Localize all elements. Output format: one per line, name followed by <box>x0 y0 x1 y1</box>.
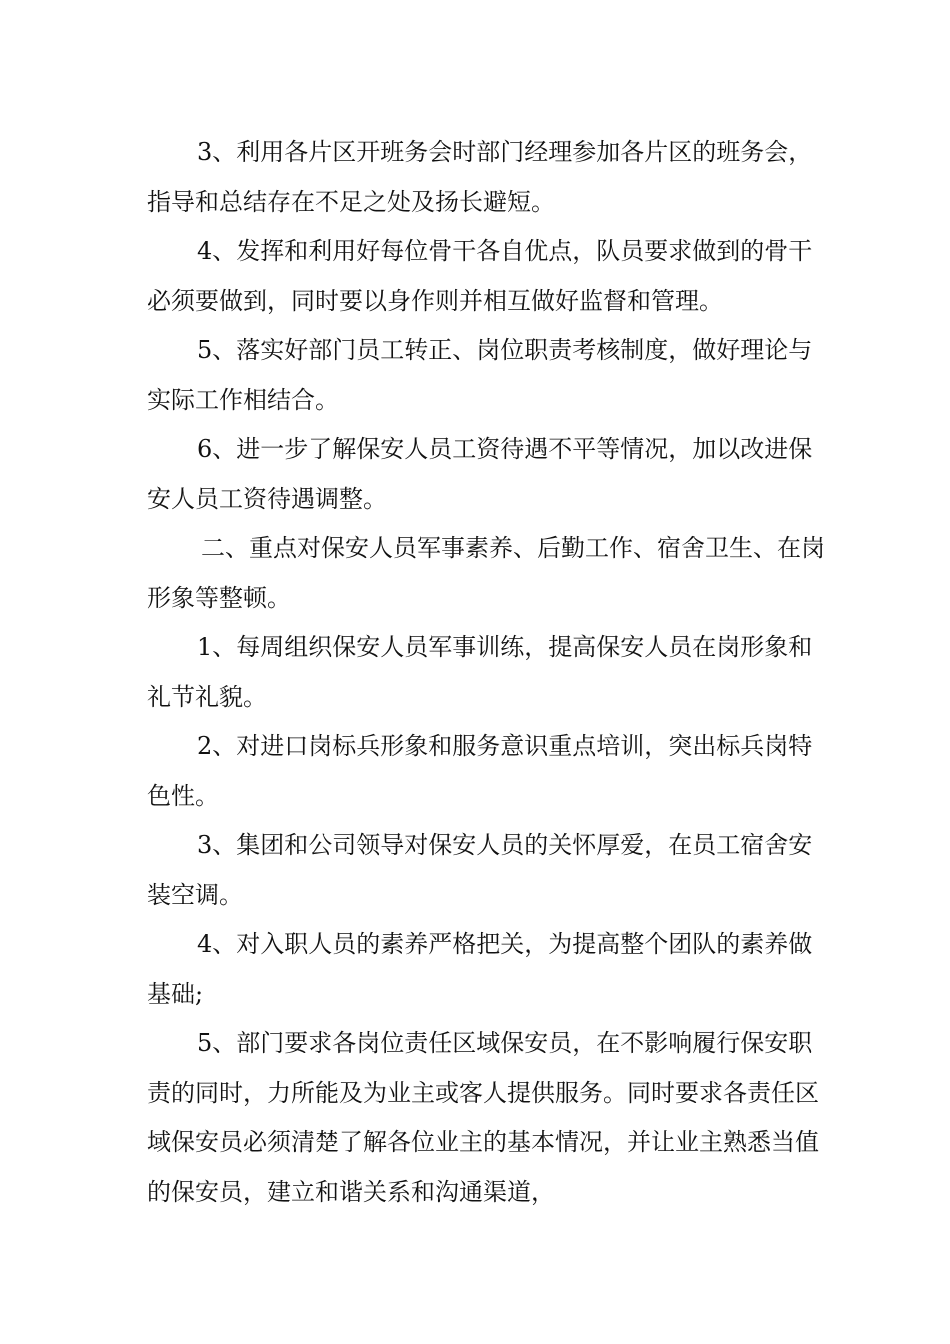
paragraph-item-3-branch-meetings: 3、利用各片区开班务会时部门经理参加各片区的班务会，指导和总结存在不足之处及扬长避短。 <box>147 138 813 216</box>
paragraph-item-6-wage-adjustment: 6、进一步了解保安人员工资待遇不平等情况，加以改进保安人员工资待遇调整。 <box>147 435 813 513</box>
paragraph-item-2-entrance-post-training: 2、对进口岗标兵形象和服务意识重点培训，突出标兵岗特色性。 <box>147 732 813 810</box>
paragraph-item-5-staff-assessment: 5、落实好部门员工转正、岗位职责考核制度，做好理论与实际工作相结合。 <box>147 336 813 414</box>
paragraph-item-4-backbone-strengths: 4、发挥和利用好每位骨干各自优点，队员要求做到的骨干必须要做到，同时要以身作则并相互做好监督和管理。 <box>147 237 813 315</box>
paragraph-item-5-owner-service: 5、部门要求各岗位责任区域保安员，在不影响履行保安职责的同时，力所能及为业主或客人提供服务。同时要求各责任区域保安员必须清楚了解各位业主的基本情况，并让业主熟悉当值的保安员，建立和谐关系和沟通渠道， <box>147 1029 819 1206</box>
document-body <box>147 128 827 1217</box>
paragraph-item-4-onboarding-quality: 4、对入职人员的素养严格把关，为提高整个团队的素养做基础; <box>147 930 813 1008</box>
paragraph-item-3-dormitory-aircon: 3、集团和公司领导对保安人员的关怀厚爱，在员工宿舍安装空调。 <box>147 831 813 909</box>
paragraph-item-1-weekly-training: 1、每周组织保安人员军事训练，提高保安人员在岗形象和礼节礼貌。 <box>147 633 813 711</box>
section-heading-2-rectification: 二、重点对保安人员军事素养、后勤工作、宿舍卫生、在岗形象等整顿。 <box>147 534 825 612</box>
